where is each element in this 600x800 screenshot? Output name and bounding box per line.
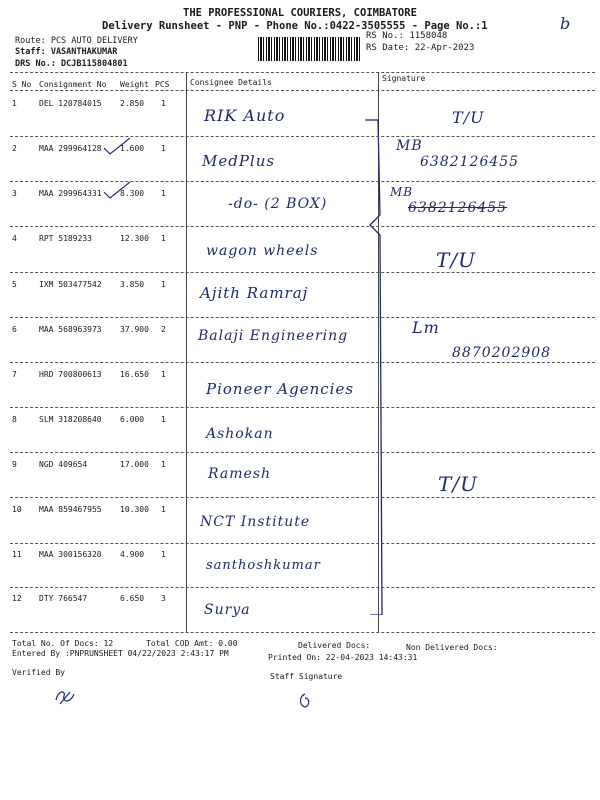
row-rule [10, 136, 595, 137]
staff-label: Staff: VASANTHAKUMAR [15, 47, 118, 57]
row-signature: Lm [412, 318, 440, 337]
row-consignment: MAA 299964331 [39, 189, 102, 198]
route-label: Route: PCS AUTO DELIVERY [15, 36, 138, 46]
row-consignment: SLM 318208640 [39, 415, 102, 424]
row-pcs: 1 [161, 234, 166, 243]
row-sno: 6 [12, 325, 17, 334]
row-phone: 6382126455 [408, 200, 508, 216]
corner-mark: b [560, 14, 572, 33]
row-rule [10, 317, 595, 318]
col-consignee: Consignee Details [190, 78, 272, 87]
row-signature: MB [396, 138, 423, 154]
row-weight: 10.300 [120, 505, 149, 514]
row-rule [10, 362, 595, 363]
row-consignee: santhoshkumar [206, 558, 321, 573]
row-consignee: MedPlus [202, 152, 276, 170]
row-weight: 3.850 [120, 280, 145, 289]
row-consignee: NCT Institute [200, 514, 311, 530]
row-sno: 3 [12, 189, 17, 198]
row-sno: 7 [12, 370, 17, 379]
row-pcs: 1 [161, 280, 166, 289]
hand-bracket [360, 95, 400, 615]
drs-number: DRS No.: DCJB115804801 [15, 59, 128, 69]
row-weight: 17.000 [120, 460, 149, 469]
row-weight: 16.650 [120, 370, 149, 379]
row-weight: 12.300 [120, 234, 149, 243]
row-consignment: RPT 5189233 [39, 234, 92, 243]
row-rule [10, 181, 595, 182]
row-pcs: 3 [161, 594, 166, 603]
printed-on: Printed On: 22-04-2023 14:43:31 [268, 653, 418, 662]
row-consignment: HRD 700800613 [39, 370, 102, 379]
non-delivered-docs: Non Delivered Docs: [406, 643, 498, 652]
row-sno: 4 [12, 234, 17, 243]
row-signature: T/U [436, 248, 476, 272]
header-top-rule [10, 72, 595, 73]
row-consignee: Ajith Ramraj [200, 284, 309, 302]
row-consignment: MAA 300156320 [39, 550, 102, 559]
row-pcs: 1 [161, 550, 166, 559]
total-docs: Total No. Of Docs: 12 [12, 639, 114, 648]
row-sno: 2 [12, 144, 17, 153]
row-rule [10, 226, 595, 227]
runsheet-subtitle: Delivery Runsheet - PNP - Phone No.:0422-3505555 - Page No.:1 [102, 20, 488, 32]
row-rule [10, 452, 595, 453]
row-sno: 12 [12, 594, 22, 603]
header-bottom-rule [10, 90, 595, 91]
row-pcs: 1 [161, 144, 166, 153]
row-weight: 2.850 [120, 99, 145, 108]
row-rule [10, 272, 595, 273]
col-weight: Weight [120, 80, 149, 89]
row-consignee: Balaji Engineering [198, 328, 349, 344]
row-consignment: DTY 766547 [39, 594, 88, 603]
col-pcs: PCS [155, 80, 170, 89]
row-sno: 8 [12, 415, 17, 424]
row-consignment: DEL 120784015 [39, 99, 102, 108]
verified-by: Verified By [12, 668, 65, 677]
row-pcs: 1 [161, 415, 166, 424]
row-consignee: Pioneer Agencies [206, 380, 355, 398]
consignee-divider [186, 72, 187, 632]
row-pcs: 1 [161, 370, 166, 379]
row-consignment: MAA 859467955 [39, 505, 102, 514]
row-pcs: 2 [161, 325, 166, 334]
row-consignee: wagon wheels [206, 243, 319, 259]
col-consignment: Consignment No [39, 80, 107, 89]
entered-by: Entered By :PNPRUNSHEET 04/22/2023 2:43:17 PM [12, 649, 229, 658]
check-mark-icon [100, 180, 140, 200]
row-consignee: -do- (2 BOX) [228, 196, 328, 212]
row-weight: 4.900 [120, 550, 145, 559]
row-signature: MB [390, 185, 414, 199]
row-sno: 10 [12, 505, 22, 514]
row-sno: 1 [12, 99, 17, 108]
row-phone: 8870202908 [452, 345, 552, 361]
col-signature: Signature [382, 74, 426, 83]
row-pcs: 1 [161, 99, 166, 108]
row-weight: 37.900 [120, 325, 149, 334]
row-consignment: NGD 409654 [39, 460, 88, 469]
verified-signature-icon [52, 686, 78, 708]
row-sno: 9 [12, 460, 17, 469]
row-pcs: 1 [161, 189, 166, 198]
row-consignee: Ramesh [208, 466, 271, 482]
row-consignment: IXM 503477542 [39, 280, 102, 289]
staff-signature-label: Staff Signature [270, 672, 343, 681]
delivered-docs: Delivered Docs: [298, 641, 371, 650]
row-weight: 8.300 [120, 189, 145, 198]
row-consignment: MAA 299964128 [39, 144, 102, 153]
row-sno: 11 [12, 550, 22, 559]
check-mark-icon [100, 136, 140, 156]
row-rule [10, 543, 595, 544]
row-rule [10, 497, 595, 498]
row-consignee: Ashokan [206, 426, 274, 442]
row-consignee: Surya [204, 602, 251, 618]
row-weight: 6.000 [120, 415, 145, 424]
row-pcs: 1 [161, 460, 166, 469]
row-signature: T/U [452, 108, 485, 127]
row-weight: 6.650 [120, 594, 145, 603]
row-rule [10, 407, 595, 408]
row-rule [10, 632, 595, 633]
row-signature: T/U [438, 472, 478, 496]
barcode [258, 37, 362, 61]
row-phone: 6382126455 [420, 154, 520, 170]
company-title: THE PROFESSIONAL COURIERS, COIMBATORE [183, 7, 417, 19]
row-consignment: MAA 568963973 [39, 325, 102, 334]
staff-signature-icon [296, 692, 314, 710]
rs-number: RS No.: 1158048 [366, 31, 448, 41]
row-pcs: 1 [161, 505, 166, 514]
row-rule [10, 587, 595, 588]
row-weight: 1.600 [120, 144, 145, 153]
row-consignee: RIK Auto [204, 106, 286, 125]
col-sno: S No [12, 80, 32, 89]
total-cod: Total COD Amt: 0.00 [146, 639, 238, 648]
row-sno: 5 [12, 280, 17, 289]
rs-date: RS Date: 22-Apr-2023 [366, 43, 475, 53]
